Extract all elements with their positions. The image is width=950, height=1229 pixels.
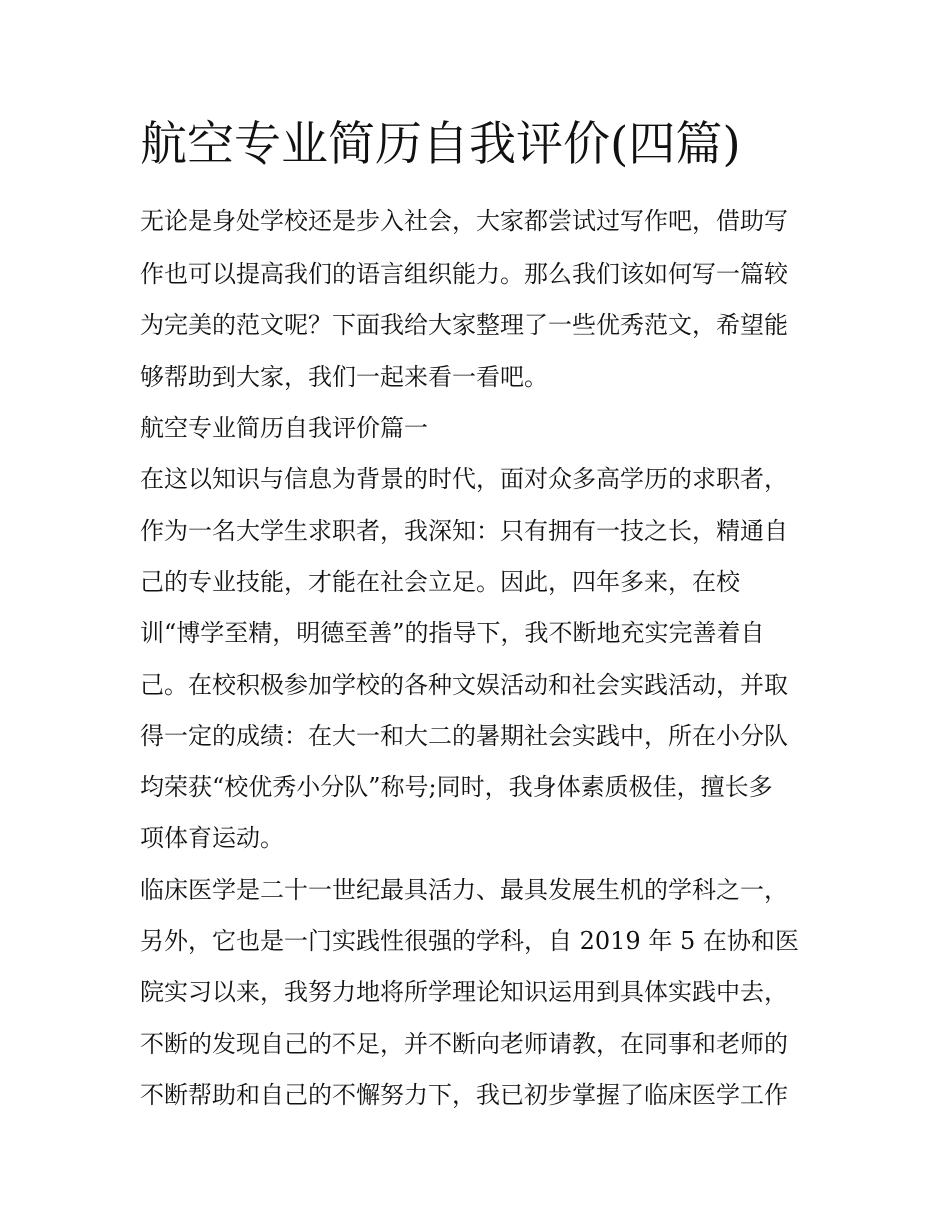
text-line-6: 在这以知识与信息为背景的时代，面对众多高学历的求职者，	[140, 465, 788, 493]
text-line-1: 无论是身处学校还是步入社会，大家都尝试过写作吧，借助写	[140, 207, 788, 235]
text-line-10: 己。在校积极参加学校的各种文娱活动和社会实践活动，并取	[140, 671, 788, 699]
text-line-7: 作为一名大学生求职者，我深知：只有拥有一技之长，精通自	[140, 517, 788, 545]
text-line-16: 院实习以来，我努力地将所学理论知识运用到具体实践中去，	[140, 978, 788, 1006]
text-line-13: 项体育运动。	[140, 824, 284, 852]
text-line-18: 不断帮助和自己的不懈努力下，我已初步掌握了临床医学工作	[140, 1081, 788, 1109]
text-line-9: 训“博学至精，明德至善”的指导下，我不断地充实完善着自	[140, 619, 765, 647]
text-line-15: 另外，它也是一门实践性很强的学科，自 2019 年 5 在协和医	[140, 927, 799, 955]
document-title: 航空专业简历自我评价(四篇)	[140, 117, 741, 172]
text-line-4: 够帮助到大家，我们一起来看一看吧。	[140, 363, 548, 391]
text-line-12: 均荣获“校优秀小分队”称号;同时，我身体素质极佳，擅长多	[140, 773, 773, 801]
text-line-2: 作也可以提高我们的语言组织能力。那么我们该如何写一篇较	[140, 260, 788, 288]
text-line-3: 为完美的范文呢？下面我给大家整理了一些优秀范文，希望能	[140, 311, 788, 339]
text-line-11: 得一定的成绩：在大一和大二的暑期社会实践中，所在小分队	[140, 722, 788, 750]
text-line-17: 不断的发现自己的不足，并不断向老师请教，在同事和老师的	[140, 1030, 788, 1058]
text-line-14: 临床医学是二十一世纪最具活力、最具发展生机的学科之一，	[140, 876, 788, 904]
section-heading-1: 航空专业简历自我评价篇一	[140, 414, 428, 442]
text-line-8: 己的专业技能，才能在社会立足。因此，四年多来，在校	[140, 568, 740, 596]
